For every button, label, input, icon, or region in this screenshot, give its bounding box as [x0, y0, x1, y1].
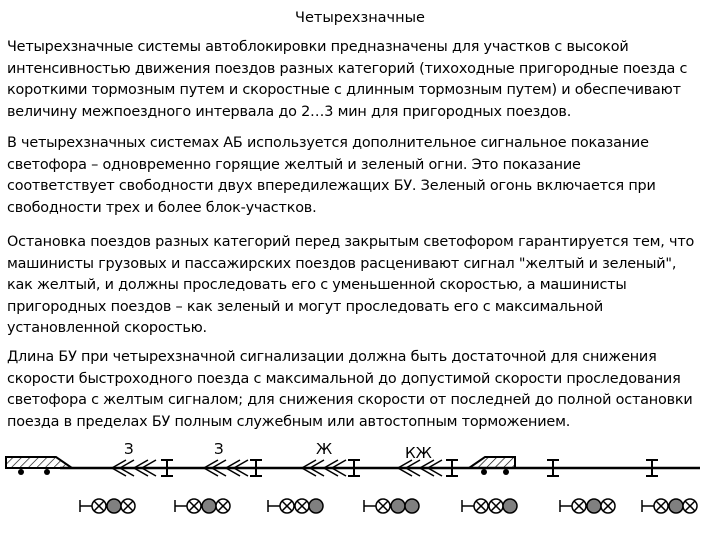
- text-line: светофора с желтым сигналом; для снижения скорости от последней до полной остановки: [7, 392, 693, 408]
- text-line: величину межпоездного интервала до 2…3 мин для пригородных поездов.: [7, 103, 572, 120]
- text-line: светофора – одновременно горящие желтый и зеленый огни. Это показание: [7, 156, 581, 173]
- text-line: машинисты грузовых и пассажирских поездов расценивают сигнал "желтый и зеленый",: [7, 255, 677, 272]
- paragraph-signal-aspect: [7, 133, 713, 219]
- text-line: Четырехзначные системы автоблокировки предназначены для участков с высокой: [7, 39, 629, 55]
- text-line: пригородных поездов – как зеленый и могут проследовать его с максимальной: [7, 298, 603, 315]
- text-line: свободности трех и более блок-участков.: [7, 199, 317, 216]
- text-line: поезда в пределах БУ полным служебным или автостопным торможением.: [7, 413, 571, 430]
- train-left: [6, 457, 72, 475]
- signal-7: [642, 499, 697, 513]
- signal-1: [80, 499, 135, 513]
- signaling-diagram: [0, 436, 720, 540]
- text-line: Остановка поездов разных категорий перед закрытым светофором гарантируется тем, что: [7, 234, 695, 250]
- text-line: Длина БУ при четырехзначной сигнализации должна быть достаточной для снижения: [7, 349, 657, 365]
- text-line: как желтый, и должны проследовать его с уменьшенной скоростью, а машинисты: [7, 277, 627, 293]
- aspect-label: З: [124, 440, 134, 458]
- text-line: короткими тормозным путем и скоростные с длинным тормозным путем) и обеспечивают: [7, 82, 681, 98]
- text-line: соответствует свободности двух впередилежащих БУ. Зеленый огонь включается при: [7, 178, 656, 194]
- signal-2: [175, 499, 230, 513]
- text-line: В четырехзначных системах АБ используется дополнительное сигнальное показание: [7, 135, 649, 151]
- aspect-label: КЖ: [405, 444, 432, 462]
- text-line: интенсивностью движения поездов разных категорий (тихоходные пригородные поезда с: [7, 60, 688, 77]
- aspect-label: З: [214, 440, 224, 458]
- signal-5: [462, 499, 517, 513]
- paragraph-block-length: [7, 347, 713, 433]
- slide-title: Четырехзначные: [295, 10, 425, 26]
- paragraph-train-stopping: [7, 232, 713, 340]
- text-line: скорости быстроходного поезда с максимальной до допустимой скорости проследования: [7, 370, 681, 387]
- signal-6: [560, 499, 615, 513]
- train-right: [469, 457, 515, 475]
- text-line: установленной скоростью.: [7, 320, 207, 336]
- signal-4: [364, 499, 419, 513]
- aspect-label: Ж: [316, 440, 333, 458]
- signal-3: [268, 499, 323, 513]
- paragraph-purpose: [7, 37, 713, 123]
